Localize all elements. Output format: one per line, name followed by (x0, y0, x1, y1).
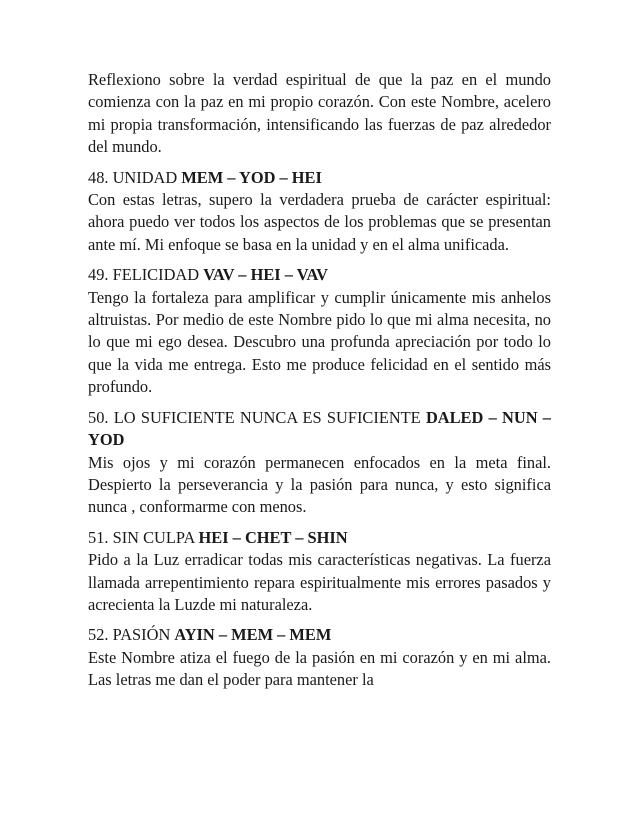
section-heading (88, 624, 551, 646)
section-letters: HEI – CHET – SHIN (198, 527, 348, 547)
section-letters: AYIN – MEM – MEM (174, 625, 332, 645)
section-49 (88, 264, 551, 398)
section-letters: VAV – HEI – VAV (203, 265, 329, 285)
section-body: Con estas letras, supero la verdadera prueba de carácter espiritual: ahora puedo ver todos los aspectos de los problemas que se presentan ante mí. Mi enfoque se basa en la unidad y en el alma unificada. (88, 190, 551, 254)
section-52 (88, 624, 551, 691)
section-50 (88, 407, 551, 519)
section-number-title: 52. PASIÓN (88, 625, 175, 645)
intro-paragraph: Reflexiono sobre la verdad espiritual de que la paz en el mundo comienza con la paz en mi propio corazón. Con este Nombre, acelero mi propia transformación, intensificando las fuerzas de paz alrededor del mundo. (88, 70, 551, 157)
section-48 (88, 167, 551, 257)
section-number-title: 49. FELICIDAD (88, 265, 204, 285)
section-body: Pido a la Luz erradicar todas mis características negativas. La fuerza llamada arrepentimiento repara espiritualmente mis errores pasados y acrecienta la Luzde mi naturaleza. (88, 550, 551, 614)
section-body: Mis ojos y mi corazón permanecen enfocados en la meta final. Despierto la perseverancia y la pasión para nunca, y esto significa nunca , conformarme con menos. (88, 452, 551, 517)
section-body: Tengo la fortaleza para amplificar y cumplir únicamente mis anhelos altruistas. Por medio de este Nombre pido lo que mi alma necesita, no lo que mi ego desea. Descubro una profunda apreciación por todo lo que la vida me entrega. Esto me produce felicidad en el sentido más profundo. (88, 287, 551, 397)
section-51 (88, 527, 551, 617)
section-body: Este Nombre atiza el fuego de la pasión en mi corazón y en mi alma. Las letras me dan el poder para mantener la (88, 647, 551, 690)
section-letters: DALED – NUN – YOD (88, 407, 551, 450)
section-heading (88, 527, 551, 549)
section-number-title: 50. LO SUFICIENTE NUNCA ES SUFICIENTE (88, 407, 426, 427)
section-heading (88, 264, 551, 286)
section-heading (88, 167, 551, 189)
section-number-title: 51. SIN CULPA (88, 527, 199, 547)
section-number-title: 48. UNIDAD (88, 167, 182, 187)
document-page (88, 69, 551, 692)
section-letters: MEM – YOD – HEI (181, 167, 322, 187)
section-heading (88, 407, 551, 452)
